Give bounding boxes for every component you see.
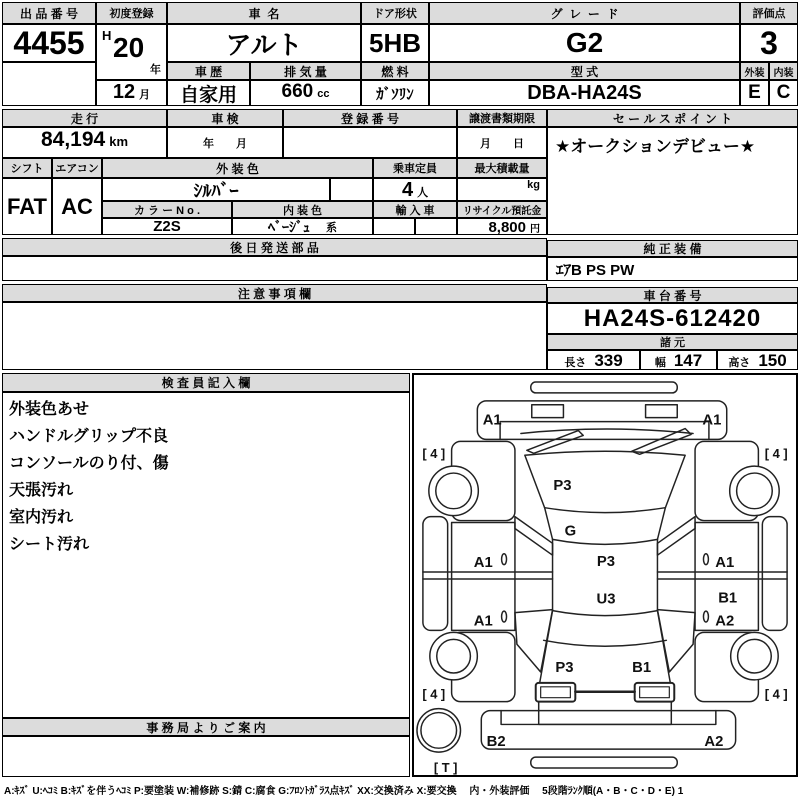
transfer-deadline-header: 譲渡書類期限 [457,109,547,127]
lot-number-header: 出 品 番 号 [2,2,96,24]
first-registration-header: 初度登録 [96,2,167,24]
tire-depth-rear-left: [ 4 ] [422,686,446,702]
door-shape-value: 5HB [361,24,429,62]
specs-header: 諸 元 [547,334,798,350]
inspector-note: ハンドルグリップ不良 [9,428,169,445]
car-damage-diagram [414,375,796,775]
recycle-deposit-value: 8,800 [488,219,526,236]
aircon-value: AC [52,178,102,235]
damage-label-right-front-door: A1 [715,555,735,572]
caution-header: 注 意 事 項 欄 [2,284,547,302]
damage-label-roof: P3 [596,554,616,571]
door-shape-header: ドア形状 [361,2,429,24]
shift-value: FAT [2,178,52,235]
color-no-header: カ ラ ー N o . [102,201,232,218]
shaken-value: 年 月 [167,127,283,158]
color-no-value: Z2S [102,218,232,235]
inspector-notes-header: 検 査 員 記 入 欄 [2,373,410,392]
windshield-shape [553,539,658,544]
spec-width-cell [640,350,717,370]
oem-equipment-header: 純 正 装 備 [547,240,798,257]
c-pillar-right-shape [657,610,695,672]
spec-length-value: 339 [594,351,623,370]
inspector-notes-box [2,392,410,718]
tire-depth-front-right: [ 4 ] [764,446,788,462]
inspector-note: コンソールのり付、傷 [9,455,169,472]
model-code-header: 型 式 [429,62,740,80]
mileage-value-cell [2,127,167,158]
capacity-header: 乗車定員 [373,158,457,178]
door-handle-icon [703,554,708,565]
registration-number-value [283,127,457,158]
inspector-note: シート汚れ [9,536,90,553]
displacement-header: 排 気 量 [250,62,361,80]
interior-color-header: 内 装 色 [232,201,373,218]
spec-width-value: 147 [673,351,703,370]
lot-number-empty-cell [2,62,96,106]
recycle-deposit-header: リサイクル預託金 [457,201,547,218]
grade-header: グ レ ー ド [429,2,740,24]
side-sill-right-shape [762,517,787,631]
car-name-header: 車 名 [167,2,361,24]
mileage-value: 84,194 [40,128,106,151]
damage-label-left-front-door: A1 [473,555,493,572]
import-car-cell-2 [415,218,457,235]
c-pillar-left-shape [515,610,553,672]
office-info-box [2,736,410,777]
grade-value: G2 [429,24,740,62]
damage-label-left-rear-door: A1 [473,613,493,630]
shaken-header: 車 検 [167,109,283,127]
first-reg-month-unit: 月 [139,89,151,101]
capacity-value: 4 [401,179,414,201]
hood-shape [525,451,685,512]
door-handle-icon [502,611,507,622]
interior-grade-header: 内装 [769,62,798,80]
rear-window-shape [553,611,658,616]
chassis-number-header: 車 台 番 号 [547,287,798,303]
recycle-deposit-unit: 円 [530,224,540,235]
spec-height-label: 高さ [728,357,751,369]
first-registration-year-cell [96,24,167,80]
rear-bumper-shape [481,711,735,750]
damage-code-legend: A:ｷｽﾞ U:ﾍｺﾐ B:ｷｽﾞを伴うﾍｺﾐ P:要塗装 W:補修跡 S:錆 C:腐食 G:ﾌﾛﾝﾄｶﾞﾗｽ点ｷｽﾞ XX:交換済み X:要交換 内・外装評価 5段階ﾗﾝｸ順(A・B・C・D・E) 1 [4,786,684,797]
oem-equipment-value: ｴｱB PS PW [547,257,798,281]
tire-depth-rear-right: [ 4 ] [764,686,788,702]
fuel-header: 燃 料 [361,62,429,80]
interior-color-suffix: 系 [326,221,337,234]
sales-point-header: セ ー ル ス ポ イ ン ト [547,109,798,127]
history-header: 車 歴 [167,62,250,80]
front-molding-shape [531,382,677,393]
spec-height-value: 150 [758,351,787,370]
damage-diagram-box [412,373,798,777]
shift-header: シフト [2,158,52,178]
damage-label-rear-bumper-right: A2 [704,734,724,751]
displacement-value-cell [250,80,361,106]
interior-color-value: ﾍﾞｰｼﾞｭ [268,218,310,235]
spec-height-cell [717,350,798,370]
damage-label-front-bumper-right: A1 [702,412,722,429]
spec-length-cell [547,350,640,370]
recycle-deposit-value-cell [457,218,547,235]
taillight-left-shape [536,683,576,702]
aircon-header: エアコン [52,158,102,178]
cowl-shape [521,429,693,433]
damage-label-right-rear-quarter-lower: A2 [715,613,735,630]
capacity-value-cell [373,178,457,201]
exterior-grade-header: 外装 [740,62,769,80]
headlight-left-shape [532,405,564,418]
damage-label-front-bumper-left: A1 [482,412,502,429]
first-reg-month: 12 [112,81,136,103]
damage-label-roof-rear: U3 [596,591,616,608]
inspector-note: 外装色あせ [9,401,90,418]
history-value: 自家用 [167,80,250,106]
spare-tire-label: [ T ] [433,759,458,775]
first-reg-era: H [102,28,112,43]
damage-label-hood: P3 [553,477,572,494]
capacity-unit: 人 [417,187,429,199]
spec-width-label: 幅 [654,357,666,369]
transfer-deadline-value: 月 日 [457,127,547,158]
mileage-header: 走 行 [2,109,167,127]
side-sill-left-shape [423,517,448,631]
headlight-right-shape [646,405,678,418]
import-car-cell-1 [373,218,415,235]
first-reg-year-unit: 年 [150,64,161,76]
damage-label-windshield: G [564,523,577,540]
first-reg-year: 20 [113,32,145,63]
taillight-right-shape [635,683,675,702]
interior-grade-value: C [769,80,798,106]
max-load-header: 最大積載量 [457,158,547,178]
model-code-value: DBA-HA24S [429,80,740,106]
exterior-grade-value: E [740,80,769,106]
exterior-color-header: 外 装 色 [102,158,373,178]
damage-label-rear-gate-right: B1 [632,659,652,676]
displacement-value: 660 [281,81,314,102]
max-load-value-cell [457,178,547,201]
car-name-value: アルト [167,24,361,62]
a-pillar-left-shape [515,517,553,556]
tire-depth-front-left: [ 4 ] [422,446,446,462]
inspector-note: 室内汚れ [9,509,74,526]
spec-length-label: 長さ [564,357,587,369]
first-registration-month-cell [96,80,167,106]
score-value: 3 [740,24,798,62]
import-car-header: 輸 入 車 [373,201,457,218]
damage-label-right-rear-quarter-upper: B1 [718,590,738,607]
sales-point-value: ★オークションデビュー★ [547,127,798,235]
mileage-unit: km [109,134,129,149]
inspector-note: 天張汚れ [9,482,74,499]
chassis-number-value: HA24S-612420 [547,303,798,334]
wiper-left-shape [527,431,583,454]
fuel-value: ｶﾞｿﾘﾝ [361,80,429,106]
exterior-color-value: ｼﾙﾊﾞｰ [102,178,330,201]
damage-label-rear-bumper-left: B2 [486,734,506,751]
damage-label-rear-gate-left: P3 [555,659,574,676]
exterior-color-empty-cell [330,178,373,201]
max-load-unit: kg [527,179,540,191]
a-pillar-right-shape [657,517,695,556]
interior-color-value-cell [232,218,373,235]
rear-molding-shape [531,757,677,768]
door-handle-icon [502,554,507,565]
registration-number-header: 登 録 番 号 [283,109,457,127]
office-info-header: 事 務 局 よ り ご 案 内 [2,718,410,736]
score-header: 評価点 [740,2,798,24]
displacement-unit: cc [317,88,330,100]
caution-box [2,302,547,370]
door-handle-icon [703,611,708,622]
later-parts-header: 後 日 発 送 部 品 [2,238,547,256]
lot-number-value: 4455 [2,24,96,62]
later-parts-value [2,256,547,281]
